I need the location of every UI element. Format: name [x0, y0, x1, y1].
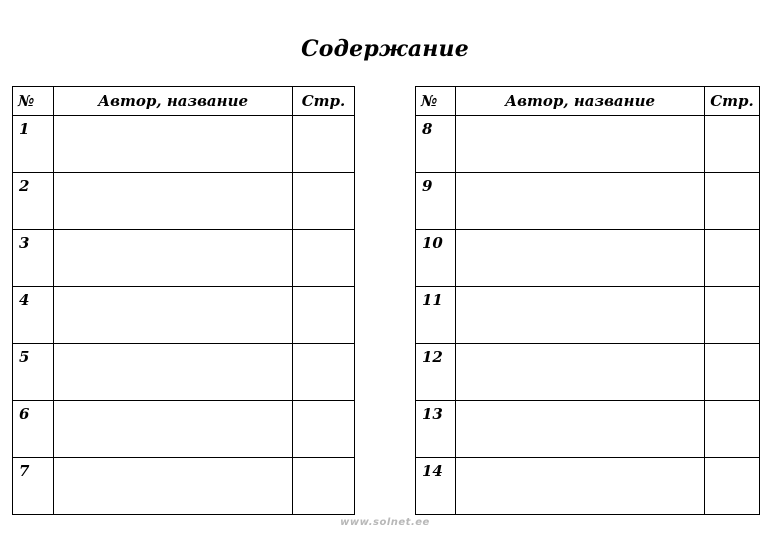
- number-header: №: [416, 87, 456, 116]
- contents-table-right: [415, 86, 760, 515]
- page-cell[interactable]: [293, 458, 355, 515]
- table-row: [416, 230, 760, 287]
- page-cell[interactable]: [705, 287, 760, 344]
- row-number: 5: [13, 344, 54, 401]
- row-number: 9: [416, 173, 456, 230]
- row-number: 6: [13, 401, 54, 458]
- page-cell[interactable]: [705, 458, 760, 515]
- row-number: 1: [13, 116, 54, 173]
- page-cell[interactable]: [705, 401, 760, 458]
- row-number: 2: [13, 173, 54, 230]
- header-row: [13, 87, 355, 116]
- row-number: 7: [13, 458, 54, 515]
- author-title-cell[interactable]: [456, 344, 705, 401]
- row-number: 11: [416, 287, 456, 344]
- table-row: [416, 173, 760, 230]
- row-number: 12: [416, 344, 456, 401]
- row-number: 10: [416, 230, 456, 287]
- table-row: [13, 344, 355, 401]
- row-number: 13: [416, 401, 456, 458]
- author-title-cell[interactable]: [54, 230, 293, 287]
- author-title-header: Автор, название: [456, 87, 705, 116]
- author-title-cell[interactable]: [456, 458, 705, 515]
- table-row: [13, 458, 355, 515]
- page-title: Содержание: [301, 36, 469, 62]
- row-number: 8: [416, 116, 456, 173]
- table-row: [13, 230, 355, 287]
- page-cell[interactable]: [293, 116, 355, 173]
- author-title-cell[interactable]: [456, 287, 705, 344]
- page-cell[interactable]: [293, 230, 355, 287]
- page-cell[interactable]: [293, 344, 355, 401]
- author-title-cell[interactable]: [54, 173, 293, 230]
- author-title-cell[interactable]: [456, 116, 705, 173]
- page-cell[interactable]: [705, 116, 760, 173]
- page-cell[interactable]: [705, 173, 760, 230]
- table-row: [13, 287, 355, 344]
- page-cell[interactable]: [705, 344, 760, 401]
- table-row: [13, 401, 355, 458]
- author-title-cell[interactable]: [54, 458, 293, 515]
- author-title-cell[interactable]: [54, 287, 293, 344]
- author-title-cell[interactable]: [54, 116, 293, 173]
- page-cell[interactable]: [293, 173, 355, 230]
- table-row: [416, 401, 760, 458]
- author-title-cell[interactable]: [456, 173, 705, 230]
- author-title-cell[interactable]: [54, 401, 293, 458]
- author-title-header: Автор, название: [54, 87, 293, 116]
- page-header: Стр.: [705, 87, 760, 116]
- table-row: [416, 344, 760, 401]
- row-number: 4: [13, 287, 54, 344]
- footer-watermark: www.solnet.ee: [340, 517, 430, 528]
- table-row: [416, 116, 760, 173]
- row-number: 14: [416, 458, 456, 515]
- page-header: Стр.: [293, 87, 355, 116]
- table-row: [416, 287, 760, 344]
- author-title-cell[interactable]: [54, 344, 293, 401]
- row-number: 3: [13, 230, 54, 287]
- header-row: [416, 87, 760, 116]
- author-title-cell[interactable]: [456, 401, 705, 458]
- author-title-cell[interactable]: [456, 230, 705, 287]
- table-row: [13, 173, 355, 230]
- page-cell[interactable]: [293, 287, 355, 344]
- page-cell[interactable]: [705, 230, 760, 287]
- page-cell[interactable]: [293, 401, 355, 458]
- number-header: №: [13, 87, 54, 116]
- table-row: [416, 458, 760, 515]
- table-row: [13, 116, 355, 173]
- contents-table-left: [12, 86, 355, 515]
